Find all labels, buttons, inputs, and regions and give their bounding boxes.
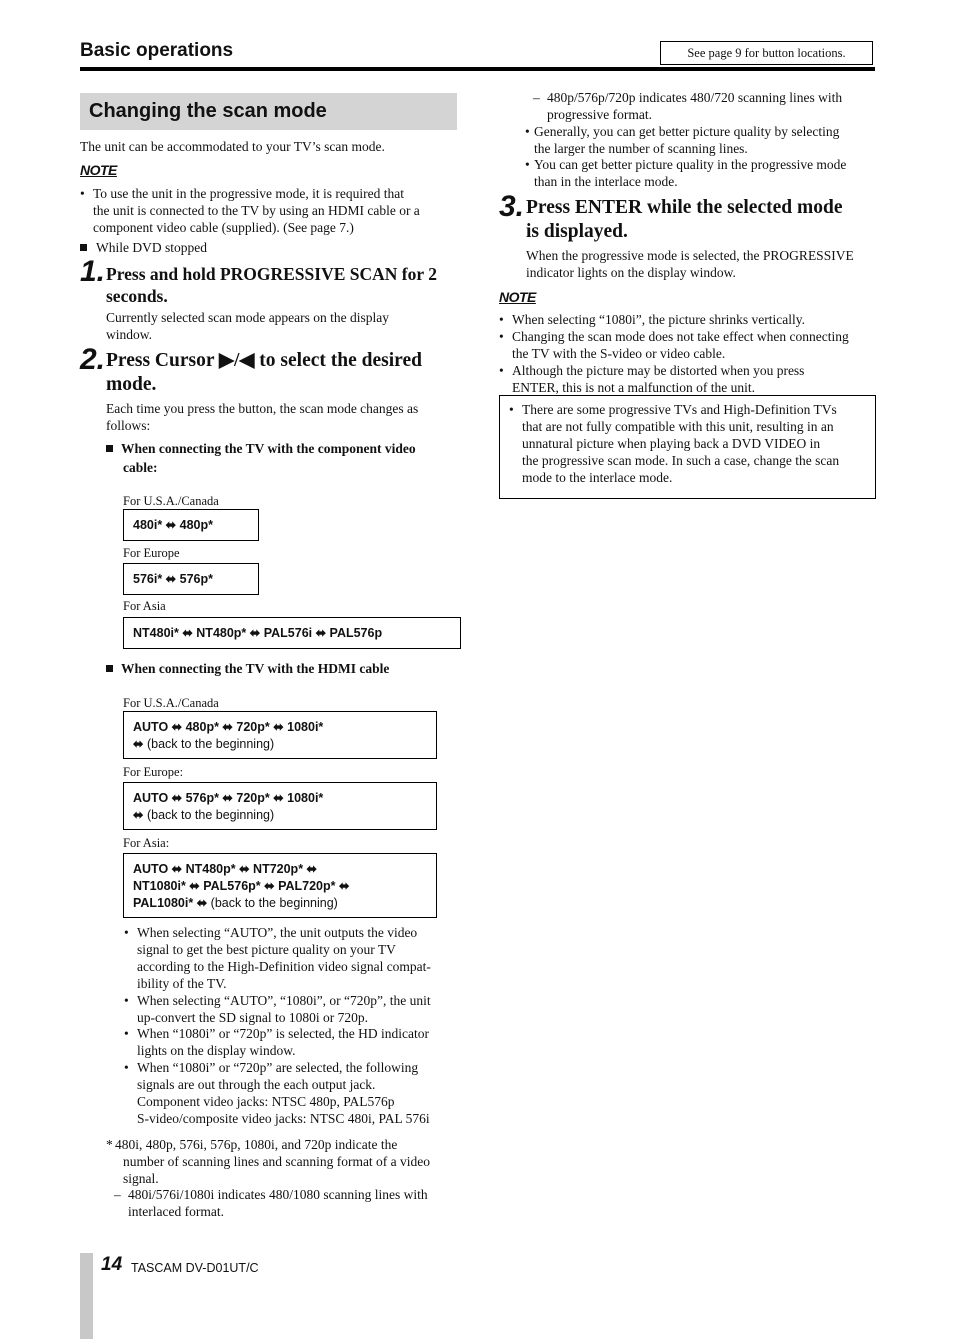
step-2-body: Each time you press the button, the scan mode changes as follows: <box>106 401 419 433</box>
step-2-title: Press Cursor ▶/◀ to select the desired mode. <box>106 350 422 395</box>
square-bullet-icon <box>80 244 87 251</box>
step-1-title: Press and hold PROGRESSIVE SCAN for 2 seconds. <box>106 264 437 306</box>
section-title: Changing the scan mode <box>80 93 457 130</box>
component-europe-label: For Europe <box>123 546 180 560</box>
component-asia-label: For Asia <box>123 599 166 613</box>
model-name: TASCAM DV-D01UT/C <box>131 1261 259 1275</box>
running-header-title: Basic operations <box>80 40 234 61</box>
header-rule <box>80 67 875 71</box>
step-3-title: Press ENTER while the selected mode is displayed. <box>526 197 843 242</box>
hdmi-europe-label: For Europe: <box>123 765 184 779</box>
note-item: • Although the picture may be distorted when you press ENTER, this is not a malfunction of the unit. <box>499 363 805 395</box>
step-3-body: When the progressive mode is selected, the PROGRESSIVE indicator lights on the display window. <box>526 248 854 280</box>
step-1-number: 1. <box>80 255 106 288</box>
caution-box: • There are some progressive TVs and High-Definition TVs that are not fully compatible with this unit, resulting in an unnatural picture when playing back a DVD VIDEO in the progressive scan mode. In such a case, change the scan mode to the interlace mode. <box>499 395 876 499</box>
footnote-interlaced: – 480i/576i/1080i indicates 480/1080 scanning lines with interlaced format. <box>114 1187 428 1219</box>
note-item: • To use the unit in the progressive mode, it is required that the unit is connected to the TV by using an HDMI cable or a component video cable (supplied). (See page 7.) <box>80 186 420 235</box>
step-2-number: 2. <box>80 343 106 376</box>
note-heading: NOTE <box>499 289 536 305</box>
section-intro: The unit can be accommodated to your TV’s scan mode. <box>80 139 385 154</box>
quality-note-item: • You can get better picture quality in the progressive mode than in the interlace mode. <box>525 157 847 189</box>
hdmi-asia-label: For Asia: <box>123 836 170 850</box>
step-1-body: Currently selected scan mode appears on the display window. <box>106 310 390 342</box>
page-number: 14 <box>101 1254 123 1275</box>
auto-note-item: • When “1080i” or “720p” are selected, the following signals are out through the each output jack. Component video jacks: NTSC 480p, PAL576p S-video/composite video jacks: NTSC 480i, PAL 576i <box>124 1060 430 1126</box>
component-usa-label: For U.S.A./Canada <box>123 494 219 508</box>
button-location-reference: See page 9 for button locations. <box>660 41 873 65</box>
hdmi-usa-label: For U.S.A./Canada <box>123 696 219 710</box>
scan-format-footnote: * 480i, 480p, 576i, 576p, 1080i, and 720p indicate the number of scanning lines and scanning format of a video signal. <box>106 1137 431 1186</box>
bullet-mark: • <box>80 186 85 201</box>
note-heading: NOTE <box>80 162 117 178</box>
component-usa-sequence: 480i* ⬌ 480p* <box>123 509 259 541</box>
square-bullet-icon <box>106 665 113 672</box>
auto-note-item: • When “1080i” or “720p” is selected, the HD indicator lights on the display window. <box>124 1026 430 1058</box>
auto-note-item: • When selecting “AUTO”, the unit outputs the video signal to get the best picture quality on your TV according to the High-Definition video signal compat- ibility of the TV. <box>124 925 431 991</box>
hdmi-asia-sequence: AUTO ⬌ NT480p* ⬌ NT720p* ⬌ NT1080i* ⬌ PAL576p* ⬌ PAL720p* ⬌ PAL1080i* ⬌ (back to the beginning) <box>123 853 437 918</box>
square-bullet-icon <box>106 445 113 452</box>
quality-note-item: • Generally, you can get better picture quality by selecting the larger the number of scanning lines. <box>525 124 840 156</box>
footnote-progressive: – 480p/576p/720p indicates 480/720 scanning lines with progressive format. <box>533 90 843 122</box>
hdmi-usa-sequence: AUTO ⬌ 480p* ⬌ 720p* ⬌ 1080i* ⬌ (back to the beginning) <box>123 711 437 759</box>
auto-note-item: • When selecting “AUTO”, “1080i”, or “720p”, the unit up-convert the SD signal to 1080i or 720p. <box>124 993 431 1025</box>
note-item: • Changing the scan mode does not take effect when connecting the TV with the S-video or video cable. <box>499 329 849 361</box>
hdmi-europe-sequence: AUTO ⬌ 576p* ⬌ 720p* ⬌ 1080i* ⬌ (back to the beginning) <box>123 782 437 830</box>
step-3-number: 3. <box>499 190 525 223</box>
hdmi-subheading: When connecting the TV with the HDMI cable <box>106 659 389 678</box>
component-subheading: When connecting the TV with the component video cable: <box>106 439 416 477</box>
component-asia-sequence: NT480i* ⬌ NT480p* ⬌ PAL576i ⬌ PAL576p <box>123 617 461 649</box>
page-edge-bar <box>80 1253 93 1339</box>
note-item: • When selecting “1080i”, the picture shrinks vertically. <box>499 312 806 327</box>
component-europe-sequence: 576i* ⬌ 576p* <box>123 563 259 595</box>
condition-line: While DVD stopped <box>80 239 207 256</box>
